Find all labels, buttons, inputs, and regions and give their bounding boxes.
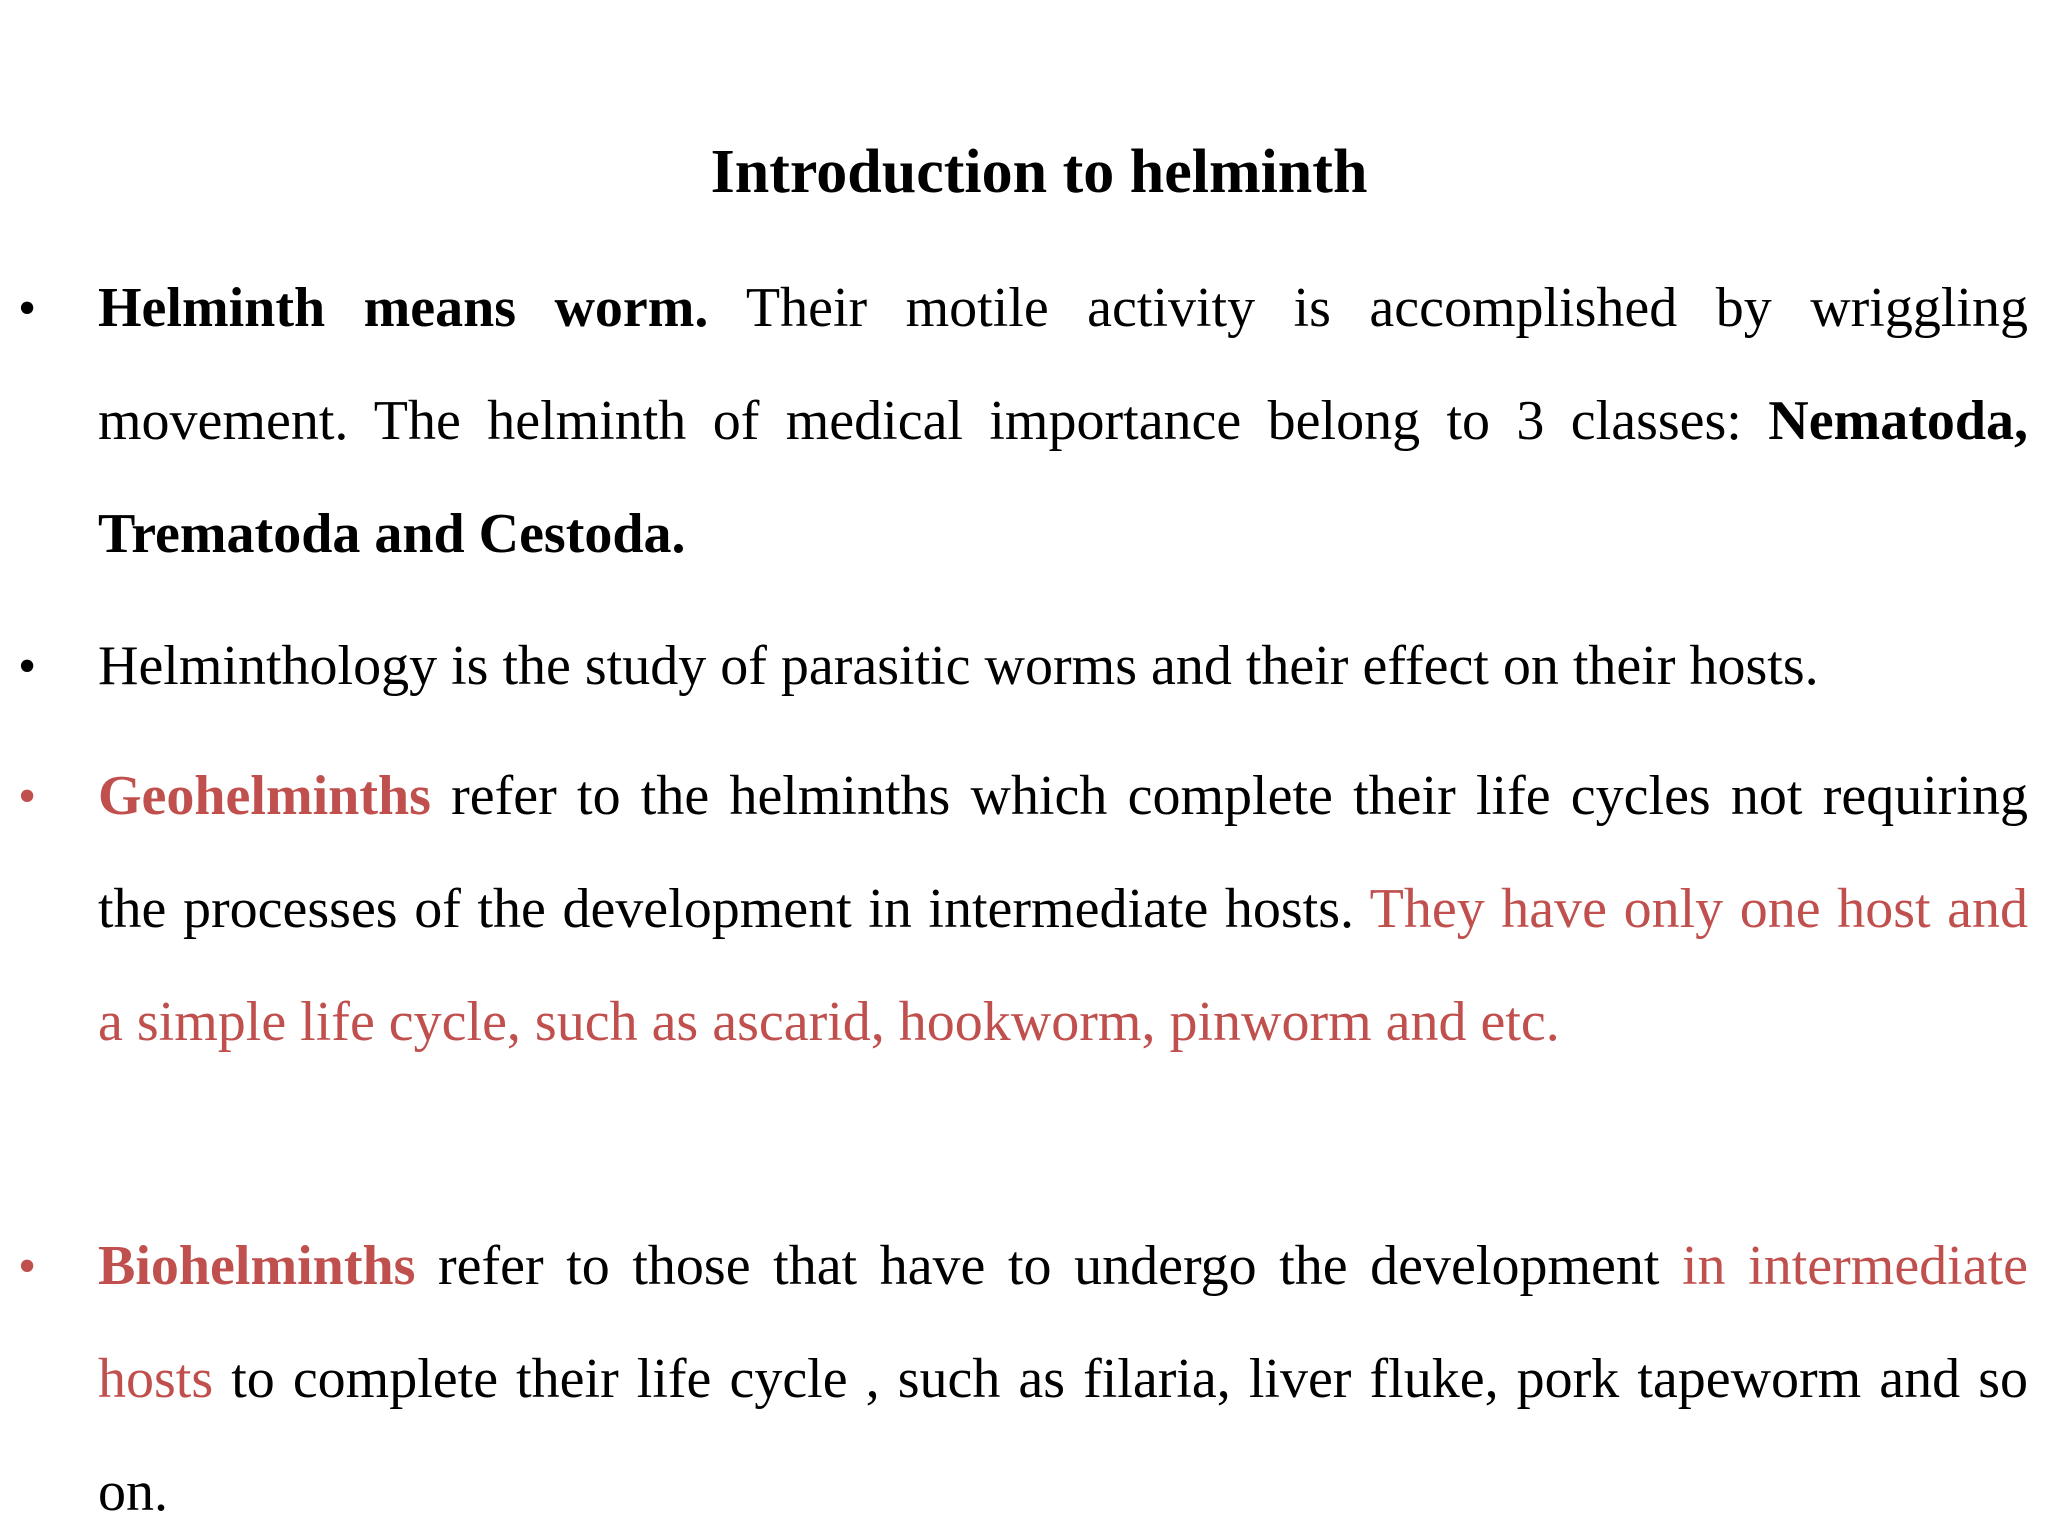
bullet-text: [98, 610, 2028, 723]
bullet-marker: •: [18, 280, 37, 337]
body-text-end: to complete their life cycle , such as filaria, liver fluke, pork tapeworm and so on.: [98, 1348, 2028, 1523]
term-geohelminths: Geohelminths: [98, 765, 431, 827]
highlight-text: They have only one host and a simple life cycle, such as ascarid, hookworm, pinworm and etc.: [98, 878, 2028, 1053]
bullet-text: [98, 740, 2028, 1079]
bold-lead: Helminth means worm.: [98, 277, 709, 339]
body-text: refer to the helminths which complete their life cycles not requiring the processes of the development in intermediate hosts.: [98, 765, 2028, 940]
body-text: Helminthology is the study of parasitic worms and their effect on their hosts.: [98, 635, 1819, 697]
body-text: Their motile activity is accomplished by wriggling movement. The helminth of medical importance belong to 3 classes:: [98, 277, 2028, 452]
bullet-text: [98, 252, 2028, 591]
bold-classes: Nematoda, Trematoda and Cestoda.: [98, 390, 2028, 565]
bullet-marker: •: [18, 638, 37, 695]
bullet-marker: •: [18, 768, 37, 825]
body-text: refer to those that have to undergo the development: [415, 1235, 1682, 1297]
bullet-text: [98, 1210, 2028, 1536]
page-title: Introduction to helminth: [710, 138, 1368, 206]
bullet-marker: •: [18, 1238, 37, 1295]
term-biohelminths: Biohelminths: [98, 1235, 416, 1297]
highlight-text: in intermediate hosts: [98, 1235, 2028, 1410]
